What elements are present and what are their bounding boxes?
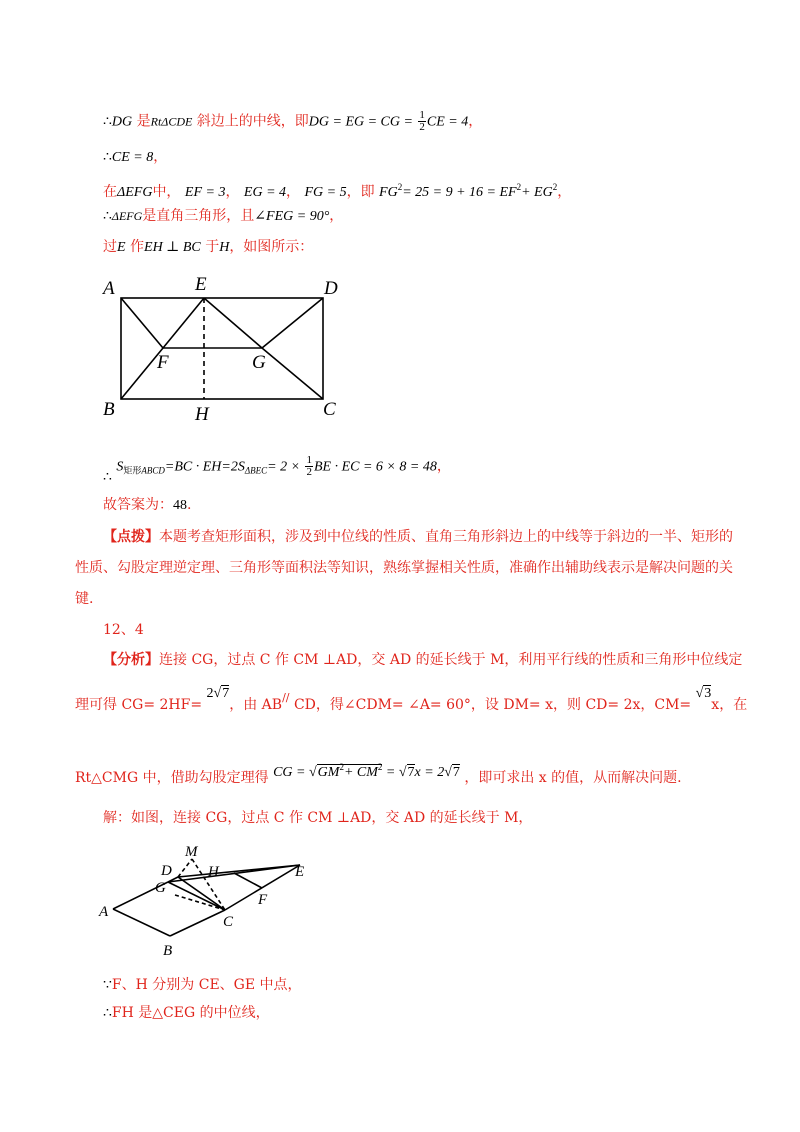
dianbo-paragraph: 【点拨】本题考查矩形面积，涉及到中位线的性质、直角三角形斜边上的中线等于斜边的一半、矩形的性质、勾股定理逆定理、三角形等面积法等知识，熟练掌握相关性质，准确作出辅助线表示是解决问题的关键. [75, 529, 733, 607]
line-fh-midpoints: ∵F、H 分别为 CE、GE 中点， [103, 977, 302, 993]
label-a2: A [99, 904, 109, 920]
label-m: M [185, 844, 198, 860]
label-c2: C [223, 914, 234, 930]
fraction-half-2: $\frac{1}{2}$ [306, 454, 312, 478]
segment-hf [234, 873, 262, 888]
fenxi-line-1: 【分析】连接 CG，过点 C 作 CM ⊥AD，交 AD 的延长线于 M，利用平行线的性质和三角形中位线定 [103, 652, 743, 668]
segment-af [121, 298, 163, 348]
label-h: H [195, 404, 209, 425]
fenxi-line-3: Rt△CMG 中，借助勾股定理得 CG = $√GM^2+ CM^2 = √7x = 2√7$ ，即可求出 x 的值，从而解决问题. [75, 762, 682, 786]
line-right-triangle: ∴ΔEFG是直角三角形，且∠FEG = 90°， [103, 208, 344, 224]
segment-eg [204, 298, 262, 348]
label-f: F [157, 352, 169, 373]
label-g2: G [155, 880, 166, 896]
segment-bc [170, 910, 225, 936]
label-b: B [103, 399, 115, 420]
fenxi-line-2: 理可得 CG= 2HF= 2√7，由 AB// CD，得∠CDM= ∠A= 60°，设 DM= x，则 CD= 2x，CM= √3x，在 [75, 686, 748, 713]
line-dg-midline: ∴DG 是RtΔCDE 斜边上的中线，即DG = EG = CG = $\frac{1}{2}$ CE = 4， [103, 109, 483, 133]
parallelogram-figure [95, 838, 325, 966]
rectangle-figure [95, 270, 355, 430]
label-e: E [195, 274, 207, 295]
label-c: C [323, 399, 336, 420]
pythagorean-equation: CG = $√GM^2+ CM^2 = √7x = 2√7$ [273, 762, 460, 780]
jie-line: 解：如图，连接 CG，过点 C 作 CM ⊥AD，交 AD 的延长线于 M， [103, 810, 533, 826]
label-e2: E [295, 864, 305, 880]
line-draw-eh: 过E 作EH ⊥ BC 于H，如图所示： [103, 239, 314, 255]
question-12-heading: 12、4 [103, 622, 144, 638]
label-b2: B [163, 943, 173, 959]
label-d2: D [161, 863, 172, 879]
segment-dc [178, 877, 225, 910]
label-a: A [103, 278, 115, 299]
sqrt-2-7: 2√7 [206, 686, 230, 701]
segment-gd [262, 298, 323, 348]
label-g: G [252, 352, 266, 373]
line-area-calculation: ∴ $S_{矩形ABCD}=BC \cdot EH=2S_{\Delta BEC}= 2$ × $\frac{1}{2}$ BE · EC = 6 × 8 = 48， [103, 454, 451, 485]
segment-dm-dashed [178, 859, 192, 877]
line-fh-midline: ∴FH 是△CEG 的中位线， [103, 1005, 270, 1021]
segment-gc [262, 348, 323, 399]
segment-ab [113, 909, 170, 936]
label-d: D [324, 278, 338, 299]
label-h2: H [208, 864, 219, 880]
segment-fe [163, 298, 204, 348]
line-efg-sides: 在ΔEFG中， EF = 3， EG = 4， FG = 5，即 $FG^2= 25 = 9 + 16 = EF^2+ EG^2$， [103, 182, 572, 200]
sqrt-3: √3 [695, 686, 712, 701]
fraction-half: $\frac{1}{2}$ [419, 109, 425, 133]
label-f2: F [258, 892, 268, 908]
line-ce-8: ∴CE = 8， [103, 149, 168, 165]
line-answer: 故答案为：48. [103, 497, 192, 513]
